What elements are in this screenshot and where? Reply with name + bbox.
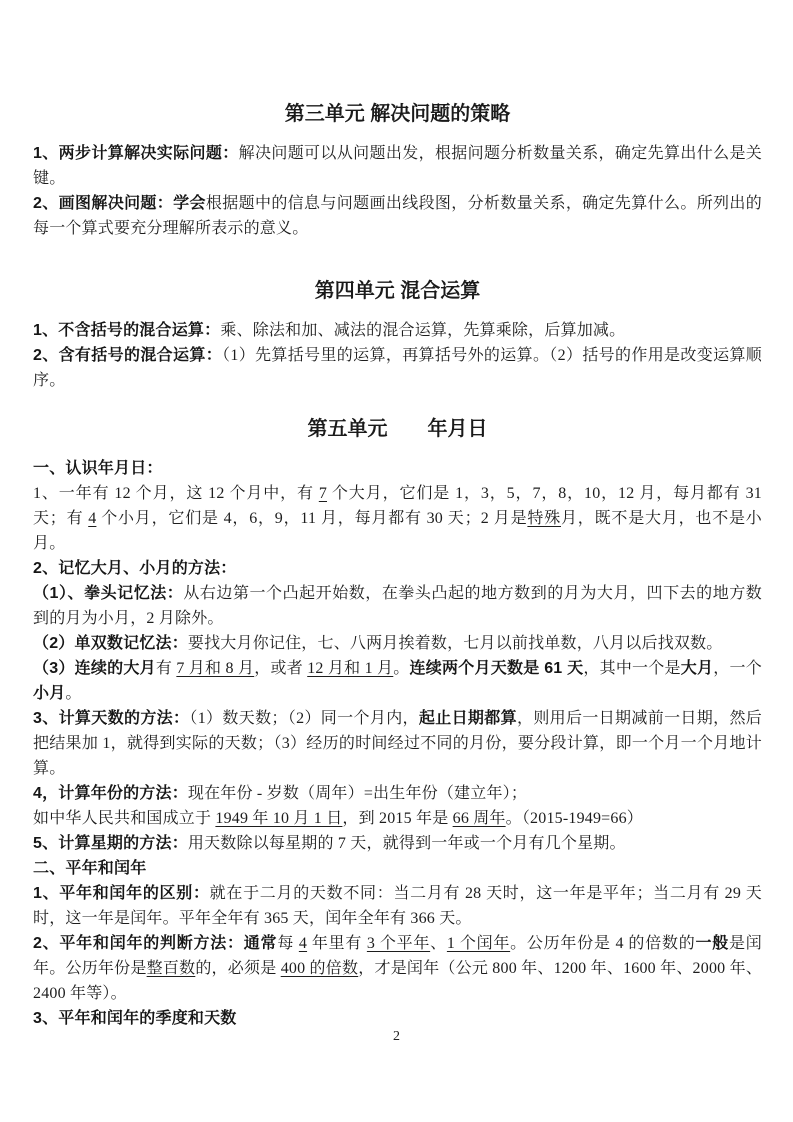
text-run: 3 个平年 bbox=[366, 935, 431, 952]
text-run: 就在于二月的天数不同：当二月有 28 天时，这一年是平年；当二月有 29 天时，这一年是闰年。平年全年有 365 天，闰年全年有 366 天。 bbox=[33, 885, 762, 927]
paragraph bbox=[33, 456, 762, 481]
text-run: 年里有 bbox=[307, 935, 367, 952]
paragraph bbox=[33, 556, 762, 581]
text-run: 一、认识年月日： bbox=[33, 460, 163, 477]
text-run: 4 bbox=[298, 935, 308, 952]
text-run: 要找大月你记住，七、八两月挨着数，七月以前找单数，八月以后找双数。 bbox=[187, 635, 723, 652]
text-run: 1、平年和闰年的区别： bbox=[33, 885, 210, 902]
text-run: 是闰年。公历年份是 bbox=[33, 935, 762, 977]
text-run: 12 月和 1 月 bbox=[307, 660, 394, 677]
paragraph bbox=[33, 881, 762, 931]
text-run: （1）、拳头记忆法： bbox=[33, 585, 184, 602]
text-run: 现在年份 - 岁数（周年）=出生年份（建立年）； bbox=[187, 785, 528, 802]
text-run: ，一个 bbox=[713, 660, 762, 677]
text-run: 每 bbox=[277, 935, 299, 952]
text-run: （3）连续的大月 bbox=[33, 660, 156, 677]
paragraph bbox=[33, 481, 767, 556]
paragraph bbox=[33, 343, 762, 393]
text-run: （1）数天数；（2）同一个月内， bbox=[189, 710, 419, 727]
text-run: 7 月和 8 月 bbox=[176, 660, 255, 677]
text-run: 3、平年和闰年的季度和天数 bbox=[33, 1010, 237, 1027]
text-run: 、 bbox=[430, 935, 447, 952]
paragraph bbox=[33, 141, 762, 191]
text-run: 的，必须是 bbox=[195, 960, 281, 977]
paragraph bbox=[33, 631, 762, 656]
text-run: 大月 bbox=[680, 660, 714, 677]
text-run: 个大月，它们是 1，3，5，7，8，10，12 月，每月都有 31 天；有 bbox=[33, 485, 767, 527]
text-run: 3、计算天数的方法： bbox=[33, 710, 190, 727]
unit-section bbox=[33, 277, 762, 393]
text-run: 1、一年有 12 个月，这 12 个月中，有 bbox=[33, 485, 319, 502]
paragraph bbox=[33, 931, 762, 1006]
text-run: 1、两步计算解决实际问题： bbox=[33, 145, 239, 162]
paragraph bbox=[33, 781, 762, 806]
text-run: 1 个闰年 bbox=[446, 935, 511, 952]
text-run: 用天数除以每星期的 7 天，就得到一年或一个月有几个星期。 bbox=[187, 835, 626, 852]
text-run: 小月 bbox=[33, 685, 66, 702]
text-run: 如中华人民共和国成立于 bbox=[33, 810, 216, 827]
text-run: 400 的倍数 bbox=[280, 960, 359, 977]
text-run: 。（2015-1949=66） bbox=[505, 810, 643, 827]
section-title: 第五单元 年月日 bbox=[307, 418, 488, 440]
paragraph bbox=[33, 318, 762, 343]
text-run: （1）先算括号里的运算，再算括号外的运算。（2）括号的作用是改变运算顺序。 bbox=[33, 347, 762, 389]
section-title: 第三单元 解决问题的策略 bbox=[284, 103, 511, 125]
document-content bbox=[33, 100, 767, 1031]
page-number: 2 bbox=[393, 1029, 400, 1044]
text-run: 1949 年 10 月 1 日 bbox=[215, 810, 343, 827]
text-run: 2、平年和闰年的判断方法：通常 bbox=[33, 935, 278, 952]
text-run: ，其中一个是 bbox=[583, 660, 681, 677]
text-run: 4，计算年份的方法： bbox=[33, 785, 188, 802]
text-run: 二、平年和闰年 bbox=[33, 860, 147, 877]
text-run: 7 bbox=[318, 485, 328, 502]
text-run: 2、画图解决问题：学会 bbox=[33, 195, 206, 212]
text-run: ，或者 bbox=[254, 660, 308, 677]
unit-section bbox=[33, 415, 767, 1031]
text-run: 解决问题可以从问题出发，根据问题分析数量关系，确定先算出什么是关键。 bbox=[33, 145, 763, 187]
text-run: 。 bbox=[65, 685, 82, 702]
text-run: 整百数 bbox=[146, 960, 196, 977]
text-run: ，到 2015 年是 bbox=[342, 810, 453, 827]
text-run: 有 bbox=[155, 660, 177, 677]
paragraph bbox=[33, 656, 762, 706]
text-run: 起止日期都算 bbox=[418, 710, 517, 727]
paragraph bbox=[33, 831, 762, 856]
text-run: ，才是闰年（公元 800 年、1200 年、1600 年、2000 年、2400 年等）。 bbox=[33, 960, 763, 1002]
text-run: 4 bbox=[88, 510, 97, 527]
paragraph bbox=[33, 806, 762, 831]
text-run: 连续两个月天数是 61 天 bbox=[409, 660, 584, 677]
text-run: （2）单双数记忆法： bbox=[33, 635, 188, 652]
section-title: 第四单元 混合运算 bbox=[314, 280, 481, 302]
unit-section bbox=[33, 100, 762, 241]
text-run: 5、计算星期的方法： bbox=[33, 835, 188, 852]
text-run: 2、含有括号的混合运算： bbox=[33, 347, 223, 364]
text-run: ，则用后一日期减前一日期，然后把结果加 1，就得到实际的天数；（3）经历的时间经过不同的月份，要分段计算，即一个月一个月地计算。 bbox=[33, 710, 762, 777]
text-run: 1、不含括号的混合运算： bbox=[33, 322, 221, 339]
text-run: 根据题中的信息与问题画出线段图，分析数量关系，确定先算什么。所列出的每一个算式要充分理解所表示的意义。 bbox=[33, 195, 762, 237]
text-run: 一般 bbox=[695, 935, 730, 952]
paragraph bbox=[33, 191, 762, 241]
paragraph bbox=[33, 581, 762, 631]
text-run: 月，既不是大月，也不是小月。 bbox=[33, 510, 762, 552]
paragraph bbox=[33, 856, 762, 881]
text-run: 从右边第一个凸起开始数，在拳头凸起的地方数到的月为大月，凹下去的地方数到的月为小月，2 月除外。 bbox=[33, 585, 762, 627]
paragraph bbox=[33, 706, 762, 781]
text-run: 乘、除法和加、减法的混合运算，先算乘除，后算加减。 bbox=[220, 322, 626, 339]
text-run: 66 周年 bbox=[452, 810, 506, 827]
text-run: 特殊 bbox=[527, 510, 561, 527]
text-run: 。公历年份是 4 的倍数的 bbox=[510, 935, 696, 952]
text-run: 。 bbox=[393, 660, 410, 677]
text-run: 2、记忆大月、小月的方法： bbox=[33, 560, 237, 577]
text-run: 个小月，它们是 4，6，9，11 月，每月都有 30 天；2 月是 bbox=[96, 510, 528, 527]
